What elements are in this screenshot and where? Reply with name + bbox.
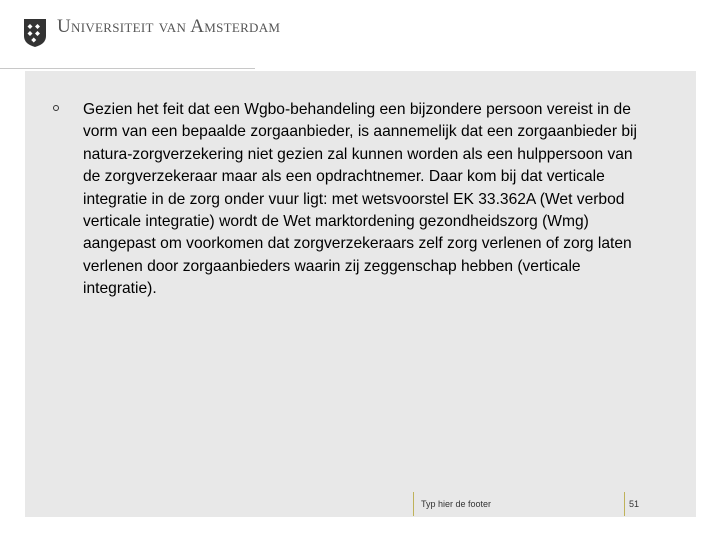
university-name: Universiteit van Amsterdam bbox=[57, 16, 281, 37]
footer-separator-right bbox=[624, 492, 625, 516]
page-number: 51 bbox=[629, 499, 640, 509]
footer-separator-left bbox=[413, 492, 414, 516]
footer-text: Typ hier de footer bbox=[421, 499, 492, 509]
hollow-circle-bullet-icon bbox=[53, 105, 59, 111]
header-divider bbox=[0, 68, 255, 69]
bullet-text: Gezien het feit dat een Wgbo-behandeling een bijzondere persoon vereist in de vorm van een bepaalde zorgaanbieder, is aannemelijk dat een zorgaanbieder bij natura-zorgverzekering niet gezien zal kunnen worden als een hulppersoon van de zorgverzekeraar maar als een opdrachtnemer. Daar kom bij dat verticale integratie in de zorg onder vuur ligt: met wetsvoorstel EK 33.362A (Wet verbod verticale integratie) wordt de Wet marktordening gezondheidszorg (Wmg) aangepast om voorkomen dat zorgverzekeraars zelf zorg verlenen of zorg laten verlenen door zorgaanbieders waarin zij zeggenschap hebben (verticale integratie). bbox=[83, 101, 637, 298]
content-panel bbox=[25, 71, 696, 517]
uva-crest-icon bbox=[23, 18, 47, 48]
